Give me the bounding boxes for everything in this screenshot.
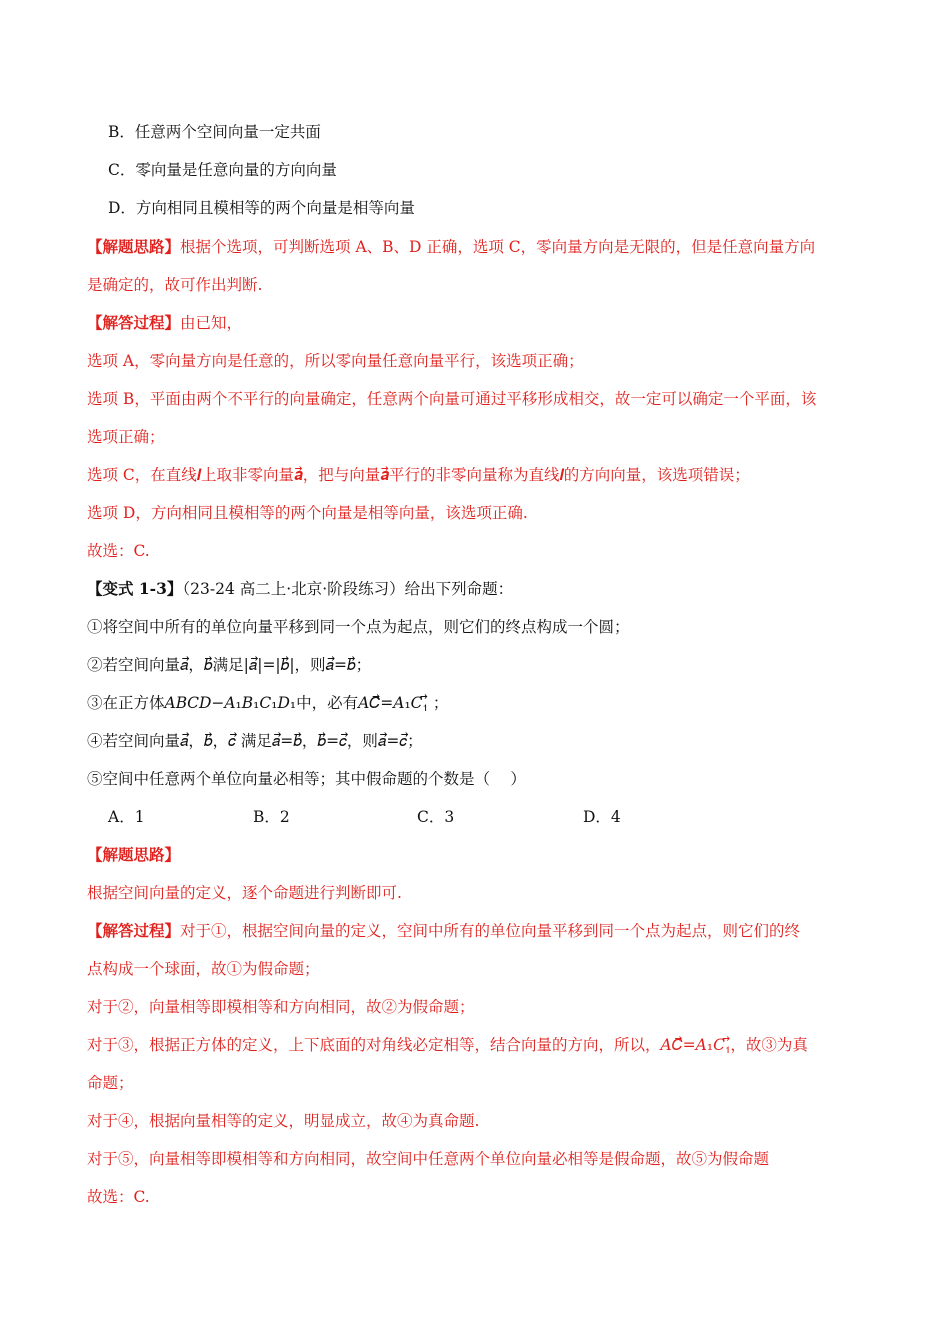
option-a-analysis: 选项 A，零向量方向是任意的，所以零向量任意向量平行，该选项正确； bbox=[87, 352, 584, 370]
solution-idea-1 bbox=[87, 236, 870, 258]
solution-idea-text: 根据个选项，可判断选项 A、B、D 正确，选项 C，零向量方向是无限的，但是任意向量方向 bbox=[180, 238, 816, 256]
option-d-analysis: 选项 D，方向相同且模相等的两个向量是相等向量，该选项正确. bbox=[87, 504, 528, 522]
reason-2: 对于②，向量相等即模相等和方向相同，故②为假命题； bbox=[87, 998, 475, 1016]
option-c-text: C．零向量是任意向量的方向向量 bbox=[108, 161, 337, 179]
option-b-text: B．任意两个空间向量一定共面 bbox=[108, 123, 321, 141]
section-tag: 【解答过程】 bbox=[87, 921, 181, 940]
solution-idea-2-tag: 【解题思路】 bbox=[87, 845, 181, 864]
proposition-4: ④若空间向量𝑎⃗，𝑏⃗，𝑐⃗ 满足𝑎⃗=𝑏⃗，𝑏⃗=𝑐⃗，则𝑎⃗=𝑐⃗； bbox=[87, 732, 423, 750]
choice-c: C．3 bbox=[417, 808, 455, 826]
choice-a: A．1 bbox=[108, 808, 145, 826]
section-tag: 【解答过程】 bbox=[87, 313, 181, 332]
choice-d: D．4 bbox=[583, 808, 621, 826]
option-d-text: D．方向相同且模相等的两个向量是相等向量 bbox=[108, 199, 415, 217]
proposition-1: ①将空间中所有的单位向量平移到同一个点为起点，则它们的终点构成一个圆； bbox=[87, 618, 630, 636]
answer-2: 故选：C. bbox=[87, 1188, 150, 1206]
solution-process-1 bbox=[87, 312, 870, 334]
answer-1: 故选：C. bbox=[87, 542, 150, 560]
variant-tag: 【变式 1-3】 bbox=[87, 579, 183, 598]
proposition-3: ③在正方体𝐴𝐵𝐶𝐷−𝐴₁𝐵₁𝐶₁𝐷₁中，必有𝐴𝐶⃗=𝐴₁𝐶₁⃗ ； bbox=[87, 694, 449, 712]
section-tag: 【解题思路】 bbox=[87, 237, 181, 256]
solution-process-2 bbox=[87, 920, 870, 942]
option-b-analysis: 选项 B，平面由两个不平行的向量确定，任意两个向量可通过平移形成相交，故一定可以确定一个平面，该 bbox=[87, 390, 817, 408]
reason-4: 对于④，根据向量相等的定义，明显成立，故④为真命题. bbox=[87, 1112, 480, 1130]
choice-b: B．2 bbox=[253, 808, 290, 826]
solution-process-2-cont: 点构成一个球面，故①为假命题； bbox=[87, 960, 320, 978]
variant-text: （23-24 高二上·北京·阶段练习）给出下列命题： bbox=[182, 580, 514, 598]
solution-idea-1-cont: 是确定的，故可作出判断. bbox=[87, 276, 263, 294]
solution-idea-2-text: 根据空间向量的定义，逐个命题进行判断即可. bbox=[87, 884, 402, 902]
proposition-5: ⑤空间中任意两个单位向量必相等；其中假命题的个数是（ ） bbox=[87, 770, 526, 788]
solution-process-text: 对于①，根据空间向量的定义，空间中所有的单位向量平移到同一个点为起点，则它们的终 bbox=[180, 922, 801, 940]
reason-3: 对于③，根据正方体的定义，上下底面的对角线必定相等，结合向量的方向，所以，𝐴𝐶⃗=𝐴₁𝐶₁⃗，故③为真 bbox=[87, 1036, 808, 1054]
option-c-analysis: 选项 C，在直线𝒍上取非零向量𝒂⃗，把与向量𝒂⃗平行的非零向量称为直线𝒍的方向向量，该选项错误； bbox=[87, 466, 750, 484]
proposition-2: ②若空间向量𝑎⃗，𝑏⃗满足|𝑎⃗|=|𝑏⃗|，则𝑎⃗=𝑏⃗； bbox=[87, 656, 372, 674]
choices-row bbox=[108, 806, 870, 828]
reason-5: 对于⑤，向量相等即模相等和方向相同，故空间中任意两个单位向量必相等是假命题，故⑤为假命题 bbox=[87, 1150, 770, 1168]
reason-3-cont: 命题； bbox=[87, 1074, 134, 1092]
solution-process-text: 由已知， bbox=[180, 314, 243, 332]
variant-heading bbox=[87, 578, 870, 600]
option-b-analysis-cont: 选项正确； bbox=[87, 428, 165, 446]
